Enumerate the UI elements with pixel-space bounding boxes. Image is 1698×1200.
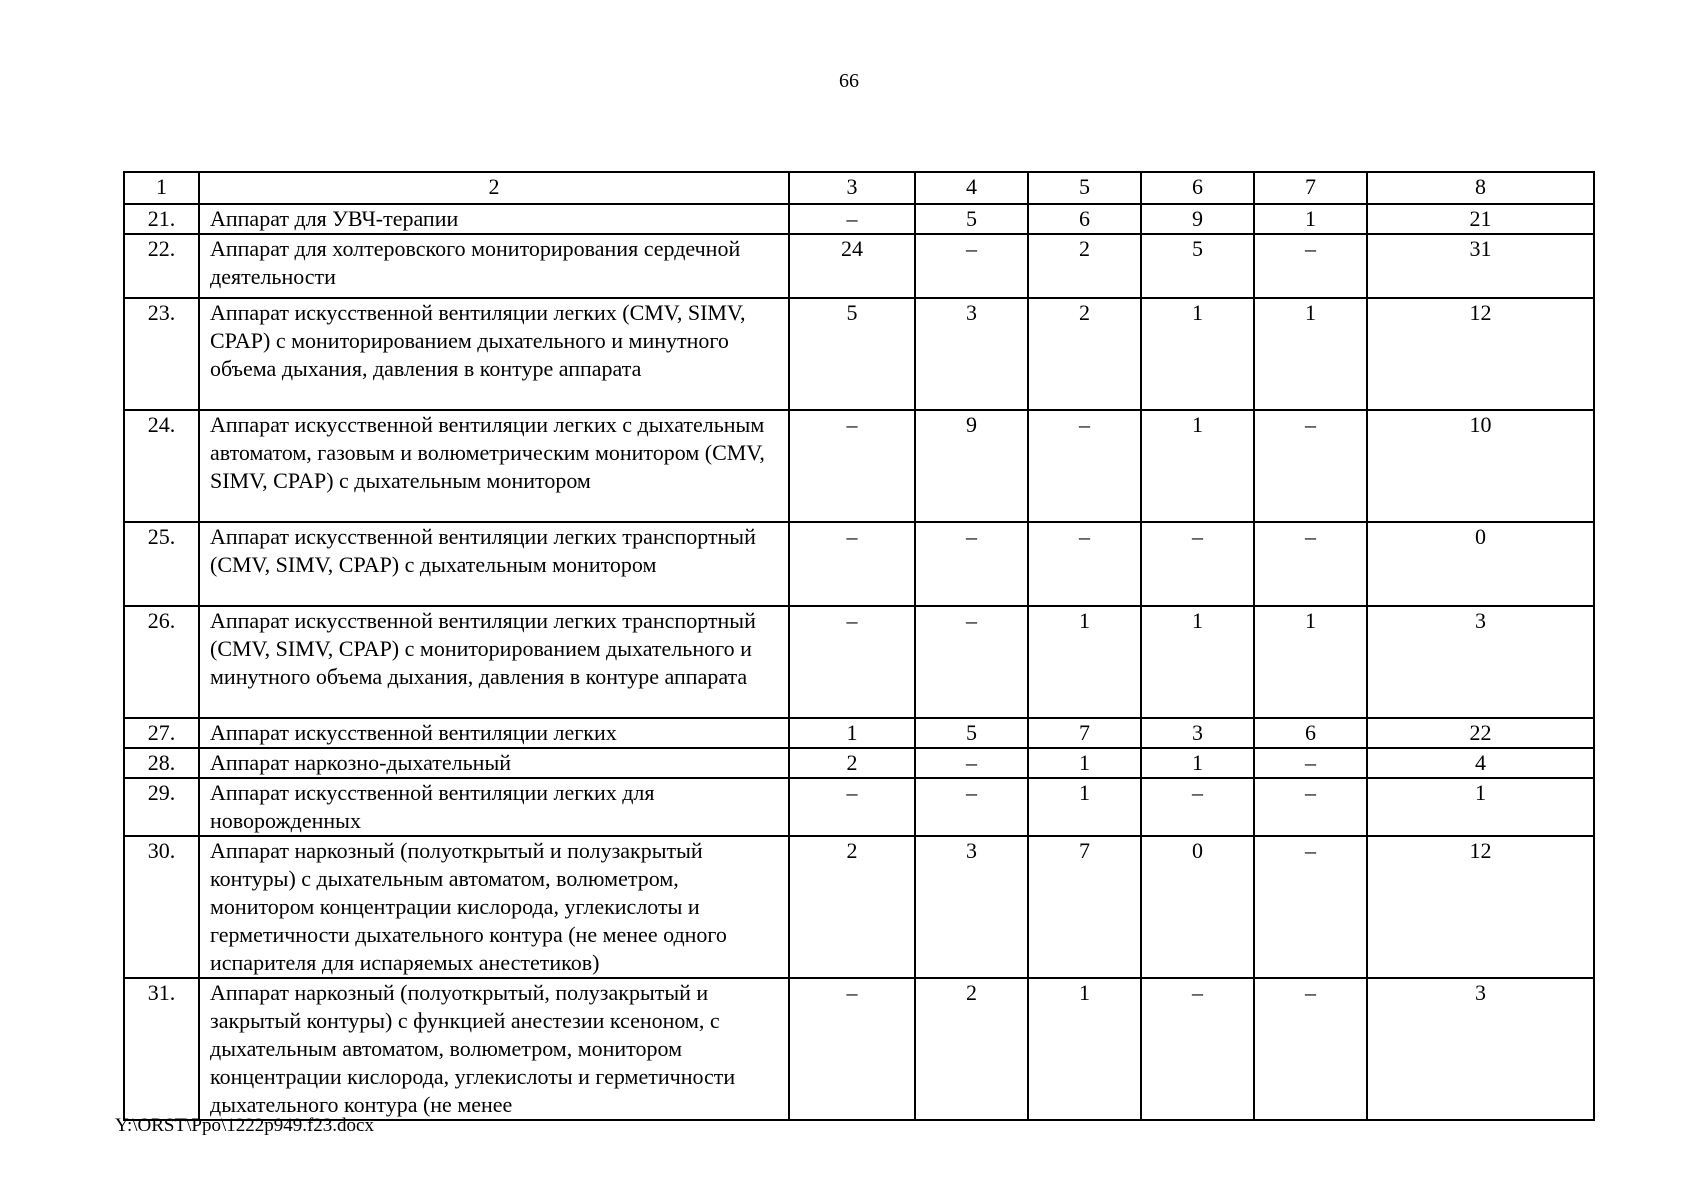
value-col-6: 1: [1141, 298, 1254, 410]
table-row: [124, 522, 1594, 606]
table-row: [124, 748, 1594, 778]
row-number: 28.: [124, 748, 199, 778]
equipment-name: Аппарат искусственной вентиляции легких: [199, 718, 789, 748]
header-cell: 8: [1367, 172, 1594, 204]
value-col-8: 1: [1367, 778, 1594, 836]
value-col-7: –: [1254, 778, 1367, 836]
table-row: [124, 234, 1594, 298]
equipment-table: [123, 171, 1595, 1121]
value-col-3: 2: [789, 836, 915, 978]
value-col-6: 1: [1141, 606, 1254, 718]
value-col-7: 1: [1254, 606, 1367, 718]
row-number: 31.: [124, 978, 199, 1120]
row-number: 23.: [124, 298, 199, 410]
value-col-3: –: [789, 778, 915, 836]
header-cell: 2: [199, 172, 789, 204]
table-row: [124, 204, 1594, 234]
value-col-3: 24: [789, 234, 915, 298]
value-col-3: –: [789, 522, 915, 606]
value-col-3: 1: [789, 718, 915, 748]
table-row: [124, 298, 1594, 410]
value-col-5: 1: [1028, 778, 1141, 836]
value-col-5: 7: [1028, 718, 1141, 748]
value-col-5: –: [1028, 410, 1141, 522]
value-col-8: 12: [1367, 836, 1594, 978]
equipment-name: Аппарат наркозно-дыхательный: [199, 748, 789, 778]
value-col-8: 0: [1367, 522, 1594, 606]
value-col-8: 3: [1367, 606, 1594, 718]
value-col-8: 4: [1367, 748, 1594, 778]
row-number: 29.: [124, 778, 199, 836]
row-number: 24.: [124, 410, 199, 522]
row-number: 26.: [124, 606, 199, 718]
value-col-4: 2: [915, 978, 1028, 1120]
equipment-name: Аппарат наркозный (полуоткрытый и полузакрытый контуры) с дыхательным автоматом, волюметром, монитором концентрации кислорода, углекислоты и герметичности дыхательного контура (не менее одного испарителя для испаряемых анестетиков): [199, 836, 789, 978]
header-cell: 5: [1028, 172, 1141, 204]
page-number: 66: [839, 70, 859, 92]
value-col-7: –: [1254, 978, 1367, 1120]
value-col-8: 22: [1367, 718, 1594, 748]
value-col-7: –: [1254, 748, 1367, 778]
footer-file-path: Y:\ORST\Ppo\1222p949.f23.docx: [115, 1115, 374, 1136]
value-col-5: 1: [1028, 748, 1141, 778]
table-row: [124, 410, 1594, 522]
value-col-6: 1: [1141, 410, 1254, 522]
value-col-8: 10: [1367, 410, 1594, 522]
header-cell: 7: [1254, 172, 1367, 204]
equipment-name: Аппарат для УВЧ-терапии: [199, 204, 789, 234]
header-cell: 3: [789, 172, 915, 204]
value-col-6: –: [1141, 778, 1254, 836]
value-col-6: 5: [1141, 234, 1254, 298]
value-col-3: –: [789, 410, 915, 522]
value-col-3: 2: [789, 748, 915, 778]
equipment-name: Аппарат для холтеровского мониторирования сердечной деятельности: [199, 234, 789, 298]
value-col-6: 1: [1141, 748, 1254, 778]
value-col-4: –: [915, 522, 1028, 606]
value-col-4: 5: [915, 204, 1028, 234]
value-col-7: –: [1254, 522, 1367, 606]
equipment-name: Аппарат наркозный (полуоткрытый, полузакрытый и закрытый контуры) с функцией анестезии ксеноном, с дыхательным автоматом, волюметром, монитором концентрации кислорода, углекислоты и герметичности дыхательного контура (не менее: [199, 978, 789, 1120]
value-col-7: 1: [1254, 204, 1367, 234]
value-col-6: 9: [1141, 204, 1254, 234]
header-cell: 4: [915, 172, 1028, 204]
table-header-row: [124, 172, 1594, 204]
header-cell: 1: [124, 172, 199, 204]
equipment-name: Аппарат искусственной вентиляции легких (CMV, SIMV, CPAP) с мониторированием дыхательного и минутного объема дыхания, давления в контуре аппарата: [199, 298, 789, 410]
value-col-4: 3: [915, 836, 1028, 978]
value-col-4: –: [915, 234, 1028, 298]
row-number: 21.: [124, 204, 199, 234]
equipment-name: Аппарат искусственной вентиляции легких с дыхательным автоматом, газовым и волюметрическим монитором (CMV, SIMV, CPAP) с дыхательным монитором: [199, 410, 789, 522]
value-col-3: –: [789, 606, 915, 718]
row-number: 30.: [124, 836, 199, 978]
value-col-4: 5: [915, 718, 1028, 748]
equipment-name: Аппарат искусственной вентиляции легких для новорожденных: [199, 778, 789, 836]
value-col-6: 0: [1141, 836, 1254, 978]
value-col-4: 9: [915, 410, 1028, 522]
value-col-6: –: [1141, 978, 1254, 1120]
value-col-8: 12: [1367, 298, 1594, 410]
row-number: 27.: [124, 718, 199, 748]
value-col-5: 6: [1028, 204, 1141, 234]
value-col-4: 3: [915, 298, 1028, 410]
value-col-8: 21: [1367, 204, 1594, 234]
header-cell: 6: [1141, 172, 1254, 204]
value-col-4: –: [915, 748, 1028, 778]
row-number: 22.: [124, 234, 199, 298]
row-number: 25.: [124, 522, 199, 606]
value-col-3: –: [789, 978, 915, 1120]
value-col-5: 7: [1028, 836, 1141, 978]
value-col-6: –: [1141, 522, 1254, 606]
value-col-6: 3: [1141, 718, 1254, 748]
value-col-5: 2: [1028, 298, 1141, 410]
value-col-5: 1: [1028, 978, 1141, 1120]
value-col-3: –: [789, 204, 915, 234]
value-col-5: –: [1028, 522, 1141, 606]
value-col-7: –: [1254, 836, 1367, 978]
table-row: [124, 978, 1594, 1120]
value-col-5: 1: [1028, 606, 1141, 718]
value-col-8: 3: [1367, 978, 1594, 1120]
value-col-7: 6: [1254, 718, 1367, 748]
value-col-7: –: [1254, 410, 1367, 522]
value-col-4: –: [915, 778, 1028, 836]
value-col-4: –: [915, 606, 1028, 718]
value-col-7: –: [1254, 234, 1367, 298]
equipment-name: Аппарат искусственной вентиляции легких транспортный (CMV, SIMV, CPAP) с мониторированием дыхательного и минутного объема дыхания, давления в контуре аппарата: [199, 606, 789, 718]
table-row: [124, 778, 1594, 836]
equipment-name: Аппарат искусственной вентиляции легких транспортный (CMV, SIMV, CPAP) с дыхательным монитором: [199, 522, 789, 606]
value-col-7: 1: [1254, 298, 1367, 410]
value-col-5: 2: [1028, 234, 1141, 298]
value-col-3: 5: [789, 298, 915, 410]
table-row: [124, 718, 1594, 748]
table-row: [124, 606, 1594, 718]
value-col-8: 31: [1367, 234, 1594, 298]
table-row: [124, 836, 1594, 978]
